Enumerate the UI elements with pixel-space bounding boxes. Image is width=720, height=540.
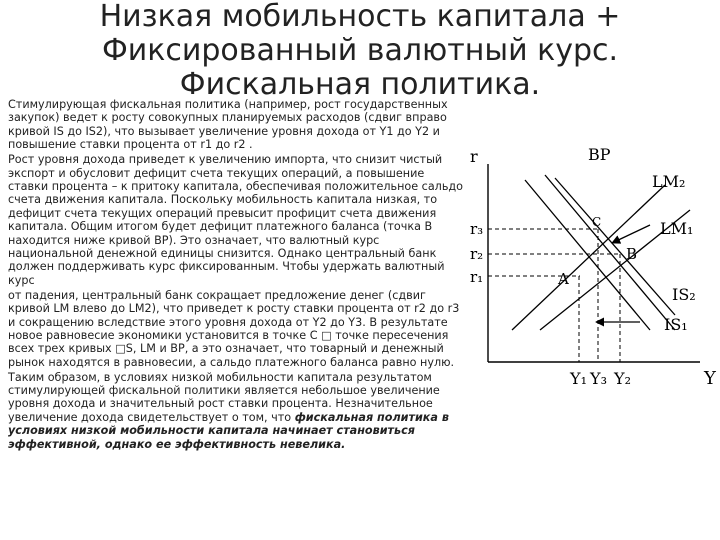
- is2-curve: [555, 178, 675, 315]
- is2-label: IS₂: [672, 285, 696, 304]
- paragraph-balance-deficit: Рост уровня дохода приведет к увеличению импорта, что снизит чистый экспорт и обусловит дефицит счета текущих операций, а повышение ставки процента – к притоку капитала, обеспечивая положительное сальдо счета движения капитала. Поскольку мобильность капитала низкая, то дефицит счета текущих операций превысит профицит счета движения капитала. Общим итогом будет дефицит платежного баланса (точка B находится ниже кривой BP). Это означает, что валютный курс национальной денежной единицы снизится. Однако центральный банк должен поддерживать курс фиксированным. Чтобы удержать валютный курс: [8, 153, 464, 287]
- point-b-label: B: [626, 245, 638, 263]
- lm1-label: LM₁: [660, 219, 694, 238]
- title-line-3: Фискальная политика.: [179, 67, 541, 102]
- bp-curve: [545, 175, 675, 330]
- lm2-curve: [512, 185, 665, 330]
- point-c-label: C: [592, 215, 602, 229]
- point-a-label: A: [558, 270, 569, 288]
- lm2-label: LM₂: [652, 172, 686, 191]
- y2-label: Y₂: [614, 369, 631, 388]
- y-axis-label: r: [470, 147, 478, 166]
- paragraph-fiscal-expansion: Стимулирующая фискальная политика (например, рост государственных закупок) ведет к росту совокупных планируемых расходов (сдвиг вправо кривой IS до IS2), что вызывает увеличение уровня дохода от Y1 до Y2 и повышение ставки процента от r1 до r2 .: [8, 98, 448, 152]
- title-line-1: Низкая мобильность капитала +: [99, 0, 621, 34]
- is1-label: IS₁: [664, 315, 688, 334]
- conclusion-text: Таким образом, в условиях низкой мобильности капитала результатом стимулирующей фискальной политики является небольшое увеличение уровня дохода и значительный рост ставки процента. Незначительное увеличение дохода свидетельствует о том, что: [8, 370, 440, 424]
- conclusion-emphasis: фискальная политика в условиях низкой мобильности капитала начинает становиться эффективной, однако ее эффективность невелика.: [8, 410, 449, 451]
- y1-label: Y₁: [570, 369, 587, 388]
- r1-label: r₁: [470, 268, 484, 286]
- shift-arrow-lm: [612, 225, 650, 243]
- paragraph-money-supply: от падения, центральный банк сокращает предложение денег (сдвиг кривой LM влево до LM2), что приведет к росту ставки процента от r2 до r3 и сокращению вследствие этого уровня дохода от Y2 до Y3. В результате новое равновесие экономики установится в точке C □ точке пересечения всех трех кривых □S, LM и BP, а это означает, что товарный и денежный рынок находятся в равновесии, а сальдо платежного баланса равно нулю.: [8, 288, 460, 369]
- title-line-2: Фиксированный валютный курс.: [101, 33, 619, 68]
- r2-label: r₂: [470, 245, 484, 263]
- y3-label: Y₃: [590, 369, 607, 388]
- bp-label: BP: [588, 145, 611, 164]
- r3-label: r₃: [470, 220, 484, 238]
- x-axis-label: Y: [704, 368, 716, 389]
